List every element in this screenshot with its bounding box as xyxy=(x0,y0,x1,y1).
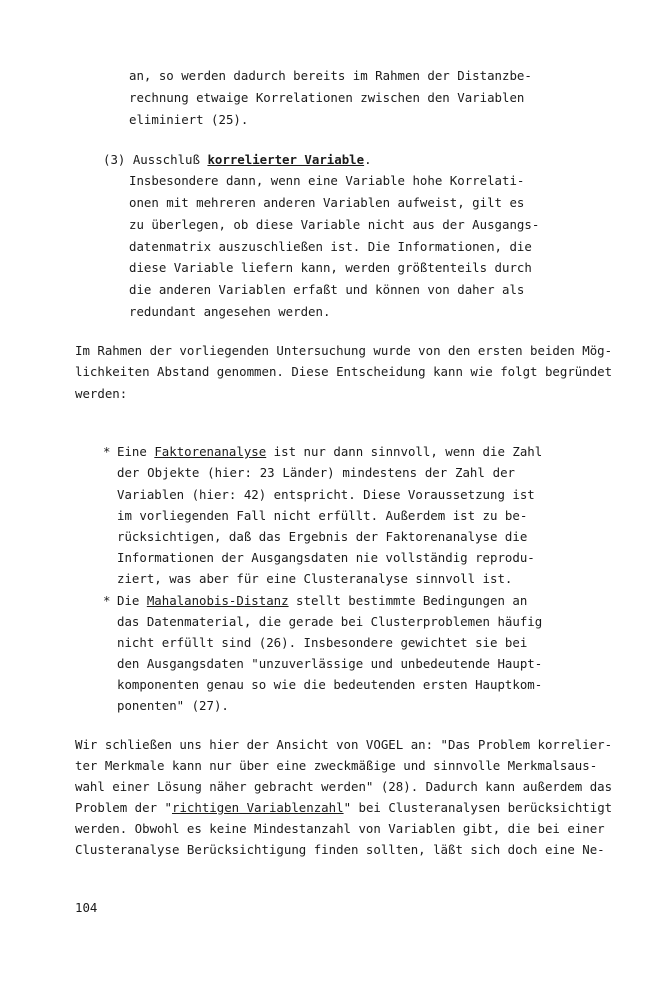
bullet1-line: der Objekte (hier: 23 Länder) mindestens der Zahl der xyxy=(117,465,515,480)
continuation-line: an, so werden dadurch bereits im Rahmen der Distanzbe- xyxy=(129,68,532,83)
paragraph1-line: Im Rahmen der vorliegenden Untersuchung wurde von den ersten beiden Mög- xyxy=(75,343,613,358)
bullet2-line: komponenten genau so wie die bedeutenden ersten Hauptkom- xyxy=(117,677,543,692)
bullet1-line: im vorliegenden Fall nicht erfüllt. Außerdem ist zu be- xyxy=(117,508,528,523)
item3-line: zu überlegen, ob diese Variable nicht aus der Ausgangs- xyxy=(129,217,540,232)
paragraph2-line: Clusteranalyse Berücksichtigung finden sollten, läßt sich doch eine Ne- xyxy=(75,842,605,857)
paragraph2-line xyxy=(75,800,613,816)
paragraph1-line: werden: xyxy=(75,386,128,401)
bullet1-term: Faktorenanalyse xyxy=(154,444,267,459)
paragraph2-line: ter Merkmale kann nur über eine zweckmäßige und sinnvolle Merkmalsaus- xyxy=(75,758,598,773)
bullet1-line: Informationen der Ausgangsdaten nie vollständig reprodu- xyxy=(117,550,535,565)
bullet2-line: nicht erfüllt sind (26). Insbesondere gewichtet sie bei xyxy=(117,635,528,650)
bullet-marker: * xyxy=(103,444,111,459)
paragraph2-term: richtigen Variablenzahl xyxy=(171,800,344,815)
bullet1-prefix: Eine xyxy=(117,444,155,459)
item3-line: diese Variable liefern kann, werden größtenteils durch xyxy=(129,260,532,275)
item3-line: onen mit mehreren anderen Variablen aufweist, gilt es xyxy=(129,195,525,210)
paragraph2-line4-prefix: Problem der " xyxy=(75,800,172,815)
item3-number: (3) Ausschluß xyxy=(103,152,208,167)
paragraph2-line: wahl einer Lösung näher gebracht werden" (28). Dadurch kann außerdem das xyxy=(75,779,613,794)
bullet2-term: Mahalanobis-Distanz xyxy=(146,593,289,608)
page-number: 104 xyxy=(75,900,98,915)
item3-line: die anderen Variablen erfaßt und können von daher als xyxy=(129,282,525,297)
bullet2-first-rest: stellt bestimmte Bedingungen an xyxy=(288,593,528,608)
bullet2-line: das Datenmaterial, die gerade bei Clusterproblemen häufig xyxy=(117,614,543,629)
bullet1-first-rest: ist nur dann sinnvoll, wenn die Zahl xyxy=(266,444,543,459)
bullet-marker: * xyxy=(103,593,111,608)
item3-heading xyxy=(103,152,372,168)
paragraph2-line4-rest: " bei Clusteranalysen berücksichtigt xyxy=(343,800,613,815)
paragraph2-line: werden. Obwohl es keine Mindestanzahl von Variablen gibt, die bei einer xyxy=(75,821,605,836)
bullet1-line: rücksichtigen, daß das Ergebnis der Faktorenanalyse die xyxy=(117,529,528,544)
continuation-line: eliminiert (25). xyxy=(129,112,249,127)
paragraph1-line: lichkeiten Abstand genommen. Diese Entscheidung kann wie folgt begründet xyxy=(75,364,613,379)
bullet1-line: ziert, was aber für eine Clusteranalyse sinnvoll ist. xyxy=(117,571,513,586)
item3-title: korrelierter Variable xyxy=(207,152,365,167)
bullet2-prefix: Die xyxy=(117,593,147,608)
item3-line: Insbesondere dann, wenn eine Variable hohe Korrelati- xyxy=(129,173,525,188)
bullet2-line: den Ausgangsdaten "unzuverlässige und unbedeutende Haupt- xyxy=(117,656,543,671)
item3-line: redundant angesehen werden. xyxy=(129,304,331,319)
bullet1-first-line xyxy=(117,444,543,460)
item3-line: datenmatrix auszuschließen ist. Die Informationen, die xyxy=(129,239,532,254)
bullet2-first-line xyxy=(117,593,528,609)
bullet1-line: Variablen (hier: 42) entspricht. Diese Voraussetzung ist xyxy=(117,487,535,502)
continuation-line: rechnung etwaige Korrelationen zwischen den Variablen xyxy=(129,90,525,105)
item3-title-end: . xyxy=(364,152,372,167)
bullet2-line: ponenten" (27). xyxy=(117,698,229,713)
paragraph2-line: Wir schließen uns hier der Ansicht von VOGEL an: "Das Problem korrelier- xyxy=(75,737,613,752)
